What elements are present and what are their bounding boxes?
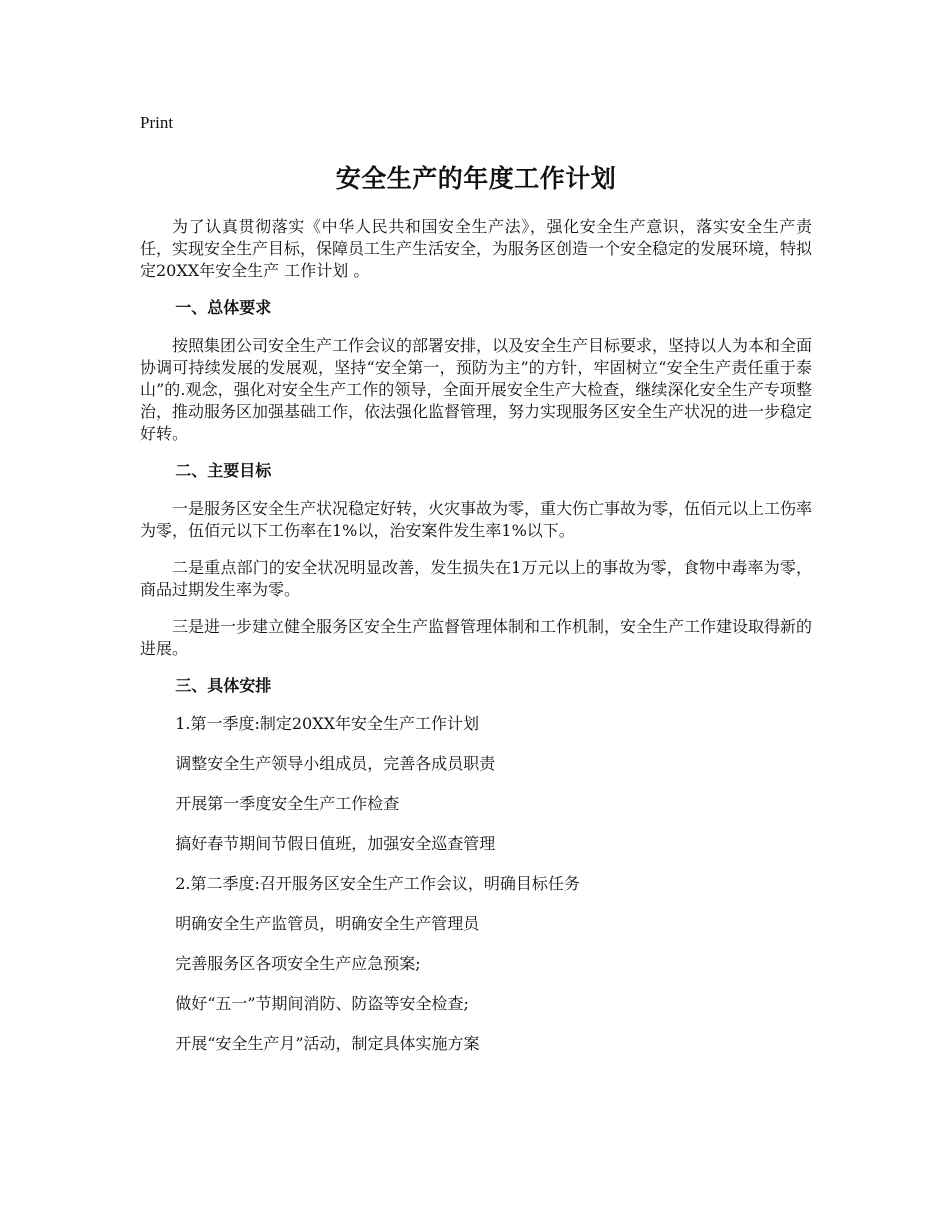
- goal-paragraph: 二是重点部门的安全状况明显改善，发生损失在1万元以上的事故为零，食物中毒率为零，商品过期发生率为零。: [140, 558, 812, 599]
- document-title: 安全生产的年度工作计划: [335, 164, 617, 193]
- arrangement-item: 调整安全生产领导小组成员，完善各成员职责: [175, 754, 496, 773]
- goal-paragraph: 三是进一步建立健全服务区安全生产监督管理体制和工作机制，安全生产工作建设取得新的进展。: [140, 617, 813, 658]
- general-requirements-paragraph: 按照集团公司安全生产工作会议的部署安排，以及安全生产目标要求，坚持以人为本和全面协调可持续发展的发展观，坚持“安全第一，预防为主”的方针，牢固树立“安全生产责任重于泰山”的.观念，强化对安全生产工作的领导，全面开展安全生产大检查，继续深化安全生产专项整治，推动服务区加强基础工作，依法强化监督管理，努力实现服务区安全生产状况的进一步稳定好转。: [140, 336, 813, 443]
- goal-paragraph: 一是服务区安全生产状况稳定好转，火灾事故为零，重大伤亡事故为零，伍佰元以上工伤率为零，伍佰元以下工伤率在1%以，治安案件发生率1%以下。: [140, 499, 813, 540]
- print-link[interactable]: Print: [140, 113, 174, 132]
- arrangement-item: 1.第一季度:制定20XX年安全生产工作计划: [175, 714, 479, 733]
- section-heading-main-goals: 二、主要目标: [175, 461, 272, 480]
- arrangement-item: 开展第一季度安全生产工作检查: [175, 794, 400, 813]
- document-page: [140, 112, 812, 1073]
- section-heading-arrangements: 三、具体安排: [175, 676, 272, 695]
- arrangement-item: 明确安全生产监管员，明确安全生产管理员: [175, 914, 480, 933]
- arrangement-item: 做好“五一”节期间消防、防盗等安全检查;: [175, 994, 469, 1013]
- arrangement-item: 开展“安全生产月”活动，制定具体实施方案: [175, 1034, 480, 1053]
- arrangement-item: 搞好春节期间节假日值班，加强安全巡查管理: [175, 834, 496, 853]
- section-heading-general-requirements: 一、总体要求: [175, 298, 272, 317]
- arrangement-item: 完善服务区各项安全生产应急预案;: [175, 954, 421, 973]
- intro-paragraph: 为了认真贯彻落实《中华人民共和国安全生产法》，强化安全生产意识，落实安全生产责任，实现安全生产目标，保障员工生产生活安全，为服务区创造一个安全稳定的发展环境，特拟定20XX年安全生产 工作计划 。: [140, 217, 813, 280]
- arrangement-item: 2.第二季度:召开服务区安全生产工作会议，明确目标任务: [175, 874, 580, 893]
